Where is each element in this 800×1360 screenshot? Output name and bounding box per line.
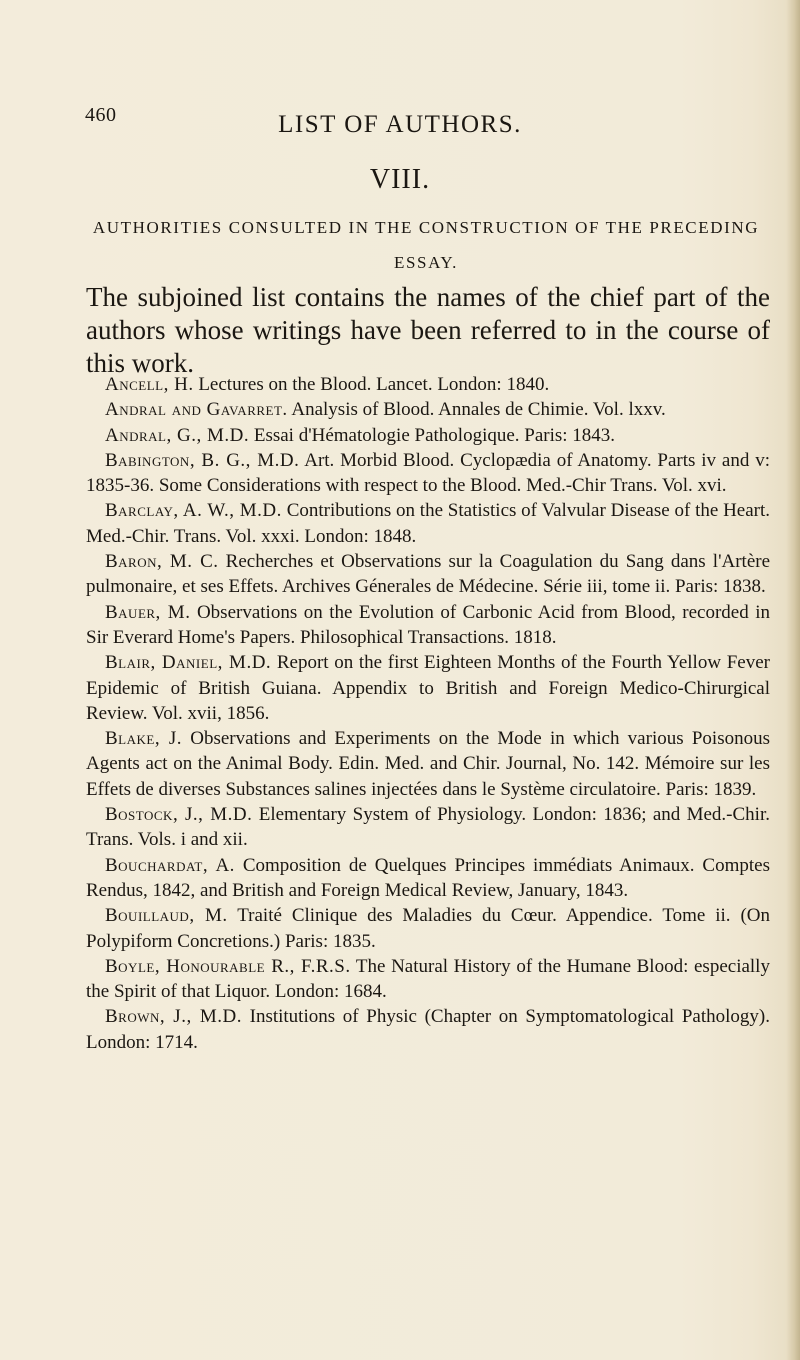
author-name: Ancell, H. [105,374,194,395]
entry-text: Composition de Quelques Principes immédiats Animaux. Comptes Rendus, 1842, and British and Foreign Medical Review, January, 1843. [86,854,770,901]
section-title: AUTHORITIES CONSULTED IN THE CONSTRUCTION OF THE PRECEDING ESSAY. [92,218,760,272]
author-entry [86,423,770,448]
entry-text: Lectures on the Blood. Lancet. London: 1840. [198,374,550,395]
author-name: Bauer, M. [105,601,191,623]
author-name: Andral, G., M.D. [105,424,250,446]
author-entry [86,600,770,651]
entry-text: Art. Morbid Blood. Cyclopædia of Anatomy. Parts iv and v: 1835-36. Some Considerations with respect to the Blood. Med.-Chir Trans. Vol. xvi. [86,449,770,497]
author-name: Babington, B. G., M.D. [105,449,300,471]
author-name: Barclay, A. W., M.D. [105,500,282,522]
page-number: 460 [85,104,117,126]
author-entry [86,498,770,549]
author-name: Andral and Gavarret. [105,399,288,421]
entry-text: Report on the first Eighteen Months of the Fourth Yellow Fever Epidemic of British Guiana. Appendix to British and Foreign Medico-Chirurgical Review. Vol. xvii, 1856. [86,652,770,724]
entry-text: Contributions on the Statistics of Valvular Disease of the Heart. Med.-Chir. Trans. Vol. xxxi. London: 1848. [86,500,771,547]
entry-text: Institutions of Physic (Chapter on Symptomatological Pathology). London: 1714. [86,1006,770,1053]
author-entry [86,372,770,397]
author-entry [86,650,770,726]
running-head: LIST OF AUTHORS. [278,111,522,138]
entry-text: Traité Clinique des Maladies du Cœur. Appendice. Tome ii. (On Polypiform Concretions.) Paris: 1835. [86,905,770,952]
author-name: Bostock, J., M.D. [105,804,253,826]
intro-paragraph: The subjoined list contains the names of the chief part of the authors whose writings have been referred to in the course of this work. [86,282,770,378]
author-name: Brown, J., M.D. [105,1006,242,1028]
author-name: Bouillaud, M. [105,905,228,927]
author-entry [86,802,770,853]
entry-text: Essai d'Hématologie Pathologique. Paris: 1843. [253,424,616,446]
entry-text: Observations on the Evolution of Carbonic Acid from Blood, recorded in Sir Everard Home's Papers. Philosophical Transactions. 1818. [86,601,771,648]
author-entry [86,397,770,422]
author-name: Blake, J. [105,728,182,750]
author-name: Blair, Daniel, M.D. [105,652,272,674]
page-edge-shadow [786,0,800,1360]
author-list [86,372,770,1055]
author-name: Boyle, Honourable R., F.R.S. [105,955,351,977]
author-name: Bouchardat, A. [105,854,235,876]
entry-text: Observations and Experiments on the Mode in which various Poisonous Agents act on the Animal Body. Edin. Med. and Chir. Journal, No. 142. Mémoire sur les Effets de diverses Substances salines injectées dans le Système circulatoire. Paris: 1839. [86,728,770,800]
author-entry [86,1004,770,1055]
section-numeral: VIII. [369,164,431,195]
author-entry [86,903,770,954]
entry-text: Elementary System of Physiology. London: 1836; and Med.-Chir. Trans. Vols. i and xii. [86,804,770,851]
entry-text: The Natural History of the Humane Blood: especially the Spirit of that Liquor. London: 1684. [86,955,770,1003]
author-entry [86,954,770,1005]
author-entry [86,549,770,600]
author-entry [86,448,770,499]
entry-text: Recherches et Observations sur la Coagulation du Sang dans l'Artère pulmonaire, et ses Effets. Archives Génerales de Médecine. Série iii, tome ii. Paris: 1838. [86,551,771,598]
entry-text: Analysis of Blood. Annales de Chimie. Vol. lxxv. [291,399,666,421]
author-entry [86,726,770,802]
author-entry [86,853,770,904]
author-name: Baron, M. C. [105,551,219,573]
